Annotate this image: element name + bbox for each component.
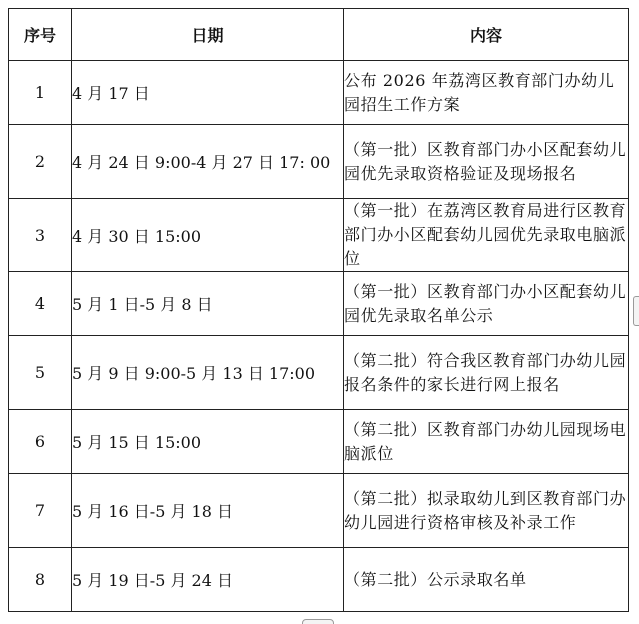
- table-row: [9, 199, 629, 272]
- row-content: （第一批）在荔湾区教育局进行区教育部门办小区配套幼儿园优先录取电脑派位: [344, 199, 629, 272]
- row-content: 公布 2026 年荔湾区教育部门办幼儿园招生工作方案: [344, 61, 629, 125]
- row-no: 4: [9, 272, 72, 336]
- row-no: 7: [9, 474, 72, 548]
- table-row: [9, 410, 629, 474]
- row-no: 5: [9, 336, 72, 410]
- table-row: [9, 272, 629, 336]
- bottom-scroll-tab[interactable]: [302, 619, 334, 624]
- enrollment-schedule-table: [8, 8, 629, 612]
- row-content: （第一批）区教育部门办小区配套幼儿园优先录取名单公示: [344, 272, 629, 336]
- row-date: 5 月 19 日-5 月 24 日: [72, 548, 344, 612]
- table-header-row: [9, 9, 629, 61]
- header-no: 序号: [9, 9, 72, 61]
- row-content: （第一批）区教育部门办小区配套幼儿园优先录取资格验证及现场报名: [344, 125, 629, 199]
- row-no: 1: [9, 61, 72, 125]
- row-date: 4 月 24 日 9:00-4 月 27 日 17: 00: [72, 125, 344, 199]
- table-row: [9, 125, 629, 199]
- table-row: [9, 548, 629, 612]
- row-date: 5 月 15 日 15:00: [72, 410, 344, 474]
- row-no: 3: [9, 199, 72, 272]
- row-no: 2: [9, 125, 72, 199]
- row-date: 4 月 17 日: [72, 61, 344, 125]
- row-content: （第二批）拟录取幼儿到区教育部门办幼儿园进行资格审核及补录工作: [344, 474, 629, 548]
- table-row: [9, 336, 629, 410]
- header-date: 日期: [72, 9, 344, 61]
- table-row: [9, 61, 629, 125]
- side-scroll-handle[interactable]: [633, 296, 639, 326]
- row-date: 4 月 30 日 15:00: [72, 199, 344, 272]
- table-row: [9, 474, 629, 548]
- row-date: 5 月 9 日 9:00-5 月 13 日 17:00: [72, 336, 344, 410]
- row-no: 6: [9, 410, 72, 474]
- row-content: （第二批）符合我区教育部门办幼儿园报名条件的家长进行网上报名: [344, 336, 629, 410]
- header-content: 内容: [344, 9, 629, 61]
- row-content: （第二批）区教育部门办幼儿园现场电脑派位: [344, 410, 629, 474]
- row-content: （第二批）公示录取名单: [344, 548, 629, 612]
- row-date: 5 月 16 日-5 月 18 日: [72, 474, 344, 548]
- row-date: 5 月 1 日-5 月 8 日: [72, 272, 344, 336]
- row-no: 8: [9, 548, 72, 612]
